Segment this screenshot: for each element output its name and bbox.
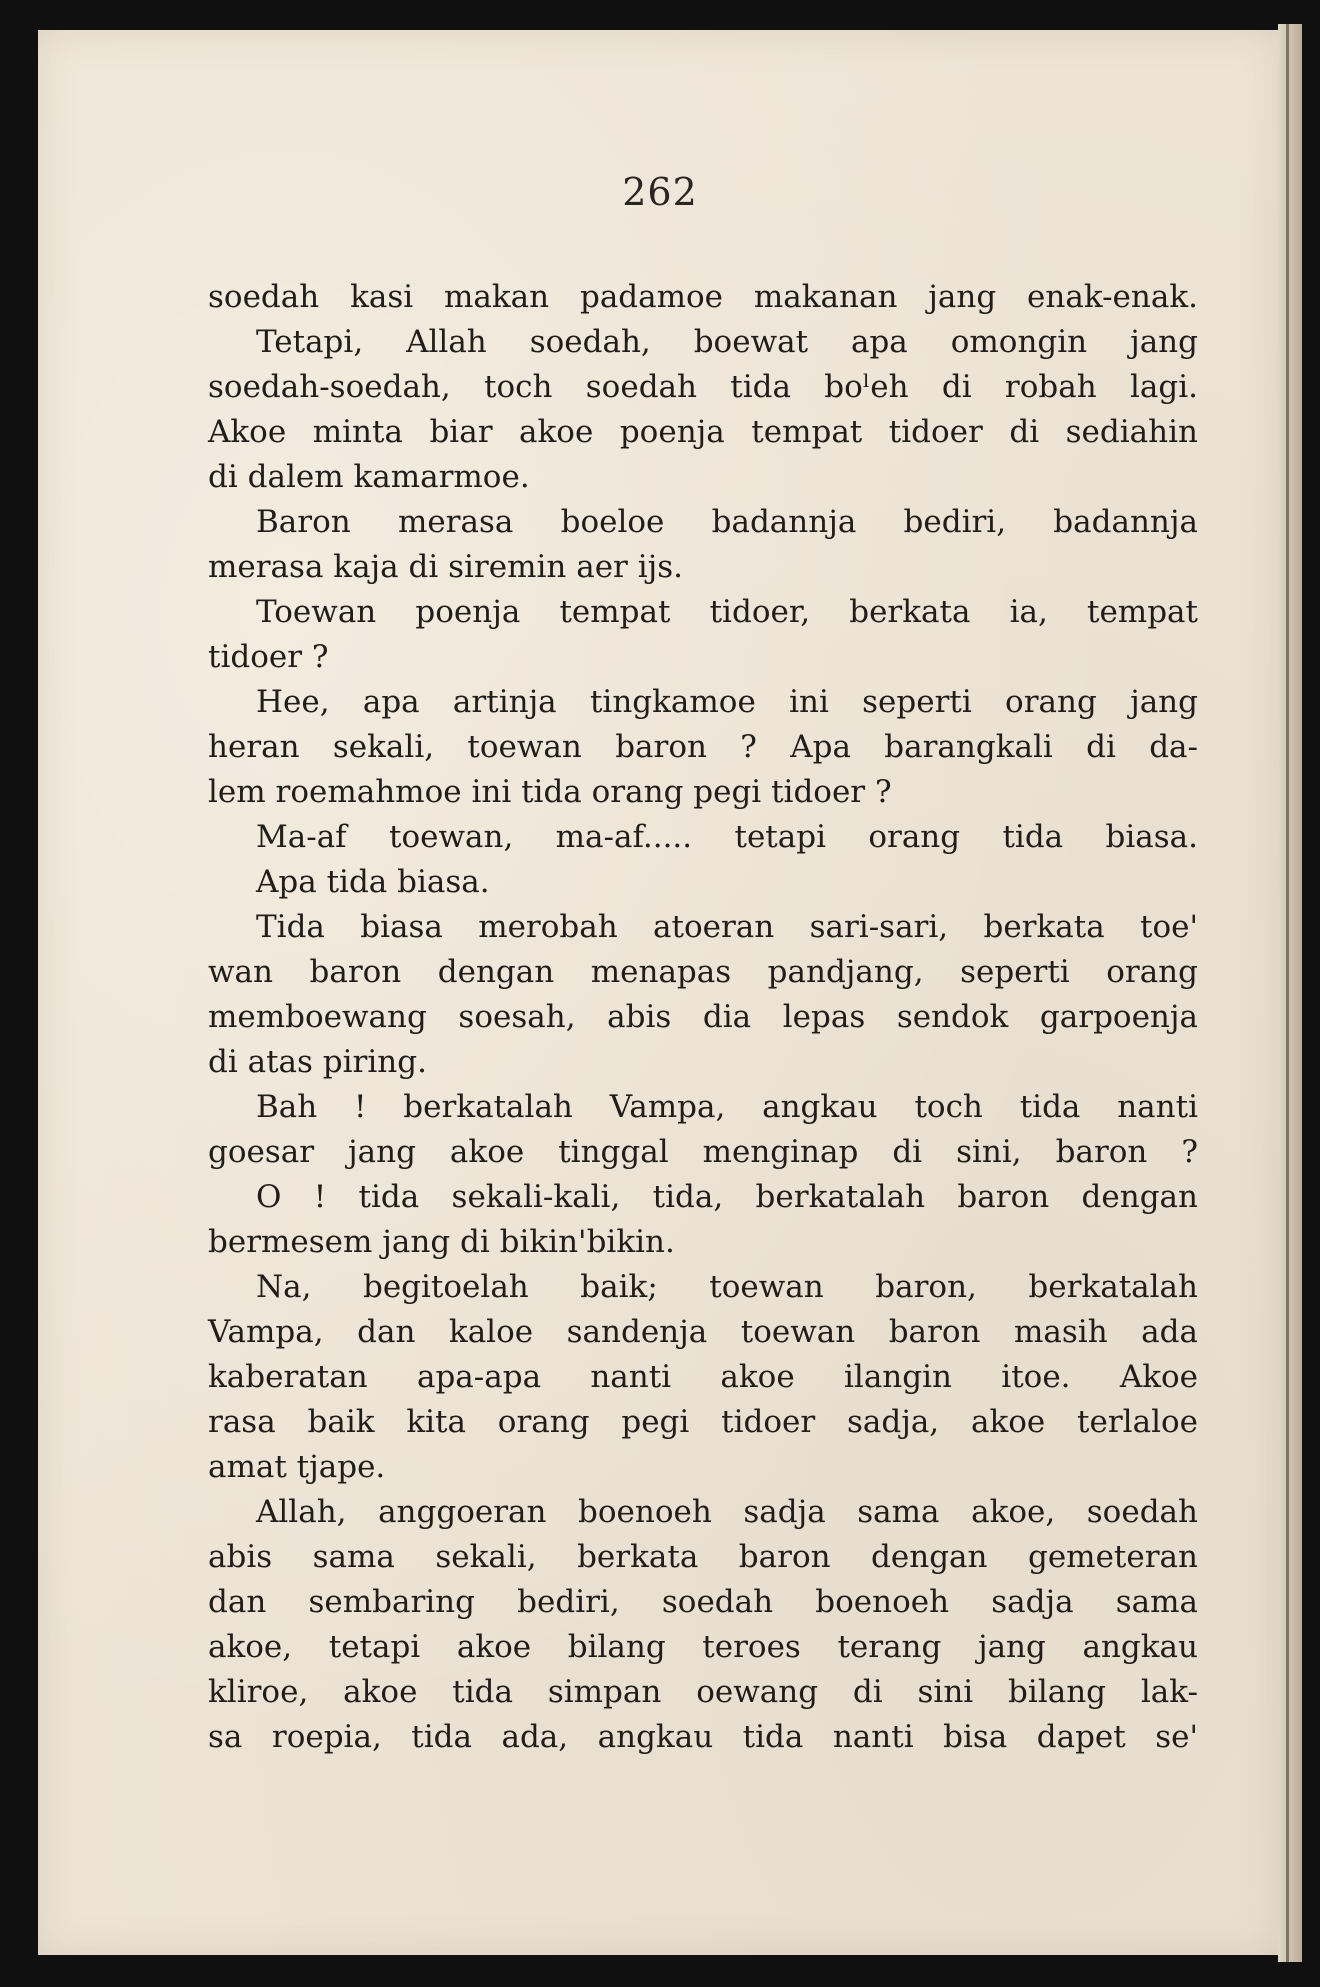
text-line: soedah kasi makan padamoe makanan jang enak-enak. [208, 279, 1198, 315]
text-line: Hee, apa artinja tingkamoe ini seperti orang jang [256, 684, 1198, 720]
page-edge-shadow [1286, 24, 1289, 1962]
text-line: Baron merasa boeloe badannja bediri, badannja [256, 504, 1198, 540]
text-line: di atas piring. [208, 1044, 427, 1080]
text-line: Akoe minta biar akoe poenja tempat tidoer di sediahin [208, 414, 1198, 450]
text-line: kaberatan apa-apa nanti akoe ilangin itoe. Akoe [208, 1359, 1198, 1395]
text-line: Bah ! berkatalah Vampa, angkau toch tida nanti [256, 1089, 1198, 1125]
text-line: rasa baik kita orang pegi tidoer sadja, akoe terlaloe [208, 1404, 1198, 1440]
text-line: kliroe, akoe tida simpan oewang di sini bilang lak- [208, 1674, 1198, 1710]
text-line: Na, begitoelah baik; toewan baron, berkatalah [256, 1269, 1198, 1305]
text-line: amat tjape. [208, 1449, 386, 1485]
text-line: goesar jang akoe tinggal menginap di sini, baron ? [208, 1134, 1198, 1170]
text-line: Ma-af toewan, ma-af..... tetapi orang tida biasa. [256, 819, 1198, 855]
text-line: dan sembaring bediri, soedah boenoeh sadja sama [208, 1584, 1198, 1620]
body-text [208, 275, 1198, 1760]
text-line: tidoer ? [208, 639, 329, 675]
text-line: memboewang soesah, abis dia lepas sendok garpoenja [208, 999, 1198, 1035]
text-line: wan baron dengan menapas pandjang, seperti orang [208, 954, 1198, 990]
text-line: O ! tida sekali-kali, tida, berkatalah baron dengan [256, 1179, 1198, 1215]
text-line: abis sama sekali, berkata baron dengan gemeteran [208, 1539, 1198, 1575]
text-line: Tida biasa merobah atoeran sari-sari, berkata toe' [256, 909, 1198, 945]
text-line: Tetapi, Allah soedah, boewat apa omongin jang [256, 324, 1198, 360]
text-line: lem roemahmoe ini tida orang pegi tidoer ? [208, 774, 892, 810]
text-line: akoe, tetapi akoe bilang teroes terang jang angkau [208, 1629, 1198, 1665]
text-line: bermesem jang di bikin'bikin. [208, 1224, 675, 1260]
text-line: Vampa, dan kaloe sandenja toewan baron masih ada [208, 1314, 1198, 1350]
text-line: Apa tida biasa. [256, 864, 490, 900]
text-line: heran sekali, toewan baron ? Apa barangkali di da- [208, 729, 1198, 765]
page-edge [1278, 24, 1302, 1962]
text-line: merasa kaja di siremin aer ijs. [208, 549, 684, 585]
text-line: Toewan poenja tempat tidoer, berkata ia, tempat [256, 594, 1198, 630]
text-line: sa roepia, tida ada, angkau tida nanti bisa dapet se' [208, 1719, 1198, 1755]
page-number: 262 [622, 170, 698, 214]
text-line: Allah, anggoeran boenoeh sadja sama akoe, soedah [256, 1494, 1198, 1530]
text-line: soedah-soedah, toch soedah tida boˡeh di robah lagi. [208, 369, 1198, 405]
text-line: di dalem kamarmoe. [208, 459, 530, 495]
